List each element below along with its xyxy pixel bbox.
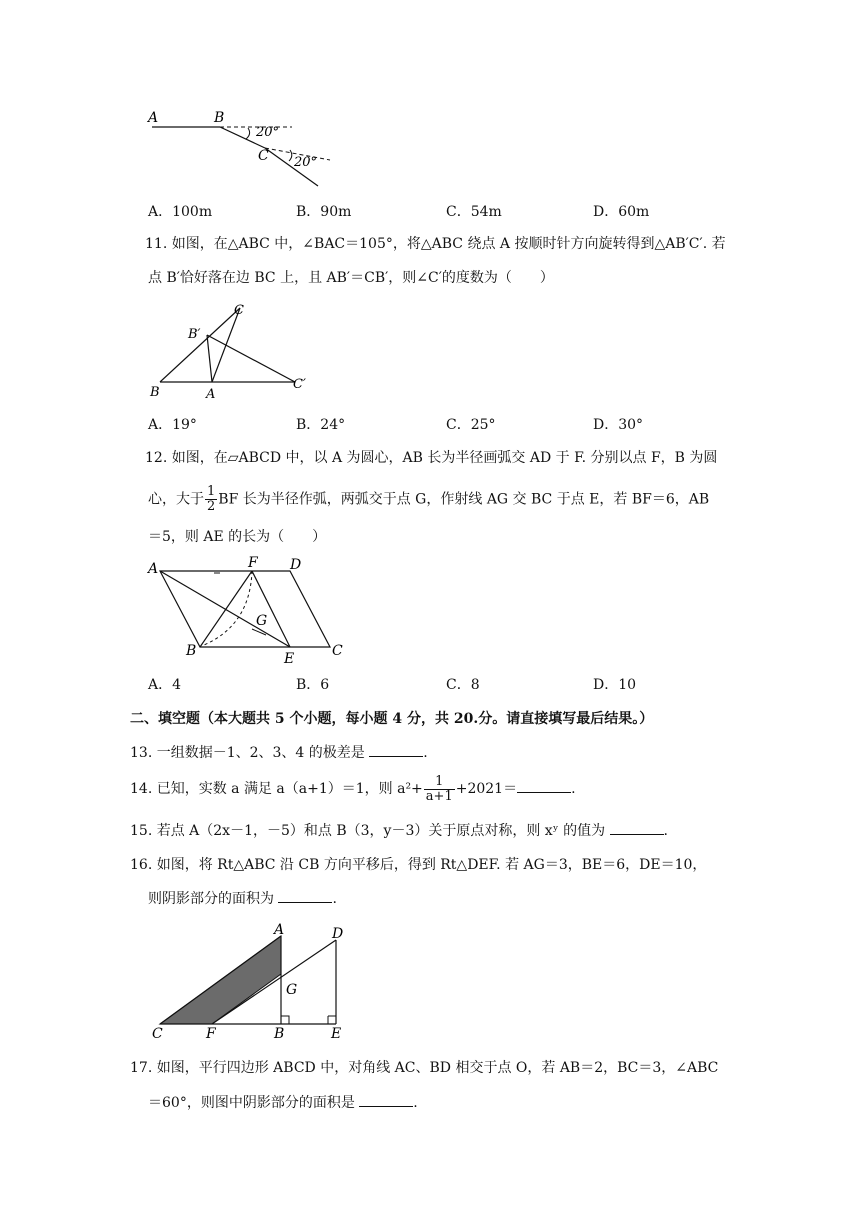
label-a: A xyxy=(274,922,285,938)
angle-label-1: 20° xyxy=(256,125,280,140)
q11-option-d: D．30° xyxy=(593,417,644,433)
q10-option-a: A．100m xyxy=(148,204,213,220)
angle-label-2: 20° xyxy=(294,155,318,170)
q12-text-a: 心，大于 xyxy=(148,491,204,508)
label-b-prime: B′ xyxy=(188,327,201,342)
label-d: D xyxy=(290,557,302,573)
label-e: E xyxy=(284,651,295,667)
answer-blank xyxy=(369,742,423,757)
answer-blank xyxy=(610,820,664,835)
figure-q11 xyxy=(140,298,320,402)
label-a: A xyxy=(148,110,159,126)
label-c: C xyxy=(234,303,244,318)
q12-text-b: BF 长为半径作弧，两弧交于点 G，作射线 AG 交 BC 于点 E，若 BF＝6，AB xyxy=(218,491,710,508)
label-f: F xyxy=(248,555,258,571)
label-c: C xyxy=(332,643,343,659)
q13: 13. 一组数据－1、2、3、4 的极差是 . xyxy=(130,742,428,763)
q10-option-d: D．60m xyxy=(593,204,650,220)
q10-option-b: B．90m xyxy=(296,204,352,220)
q11-option-b: B．24° xyxy=(296,417,346,433)
q11-line2: 点 B′恰好落在边 BC 上，且 AB′＝CB′，则∠C′的度数为（ ） xyxy=(148,270,554,286)
q15: 15. 若点 A（2x－1，－5）和点 B（3，y－3）关于原点对称，则 xʸ 的值为 . xyxy=(130,820,668,841)
q12-option-d: D．10 xyxy=(593,677,637,693)
figure-q10 xyxy=(140,104,340,189)
figure-q12 xyxy=(140,555,350,667)
section-heading: 二、填空题（本大题共 5 个小题，每小题 4 分，共 20.分。请直接填写最后结果。） xyxy=(130,711,654,727)
q12-line2 xyxy=(148,485,709,514)
label-b: B xyxy=(274,1026,285,1042)
answer-blank xyxy=(359,1092,413,1107)
label-b: B xyxy=(186,643,197,659)
q16-line1: 16. 如图，将 Rt△ABC 沿 CB 方向平移后，得到 Rt△DEF. 若 AG＝3，BE＝6，DE＝10， xyxy=(130,857,707,873)
answer-blank xyxy=(278,888,332,903)
q17-line2: ＝60°，则图中阴影部分的面积是 . xyxy=(148,1092,418,1113)
q11-line1: 11. 如图，在△ABC 中，∠BAC＝105°，将△ABC 绕点 A 按顺时针方向旋转得到△AB′C′. 若 xyxy=(145,236,726,252)
label-g: G xyxy=(256,613,268,629)
label-f: F xyxy=(206,1026,216,1042)
q12-line1: 12. 如图，在▱ABCD 中，以 A 为圆心，AB 长为半径画弧交 AD 于 F. 分别以点 F，B 为圆 xyxy=(145,450,718,466)
label-e: E xyxy=(331,1026,342,1042)
label-a: A xyxy=(206,387,216,402)
q11-option-a: A．19° xyxy=(148,417,197,433)
answer-blank xyxy=(517,778,571,793)
label-d: D xyxy=(332,926,344,942)
q16-line2: 则阴影部分的面积为 . xyxy=(148,888,337,909)
figure-q16 xyxy=(148,922,358,1042)
q14: 14. 已知，实数 a 满足 a（a+1）＝1，则 a²+ $\frac{1}{a+1}$ +2021＝ . xyxy=(130,773,576,804)
q12-option-b: B．6 xyxy=(296,677,330,693)
q12-line3: ＝5，则 AE 的长为（ ） xyxy=(148,529,327,545)
label-g: G xyxy=(286,982,298,998)
fraction: $\frac{1}{2}$ xyxy=(207,484,216,514)
label-a: A xyxy=(148,561,159,577)
label-c: C xyxy=(152,1026,163,1042)
q11-option-c: C．25° xyxy=(446,417,496,433)
q12-option-c: C．8 xyxy=(446,677,480,693)
q12-option-a: A．4 xyxy=(148,677,182,693)
label-b: B xyxy=(150,385,160,400)
label-b: B xyxy=(214,110,225,126)
label-c-prime: C′ xyxy=(293,377,306,392)
label-c: C xyxy=(258,148,269,164)
q17-line1: 17. 如图，平行四边形 ABCD 中，对角线 AC、BD 相交于点 O，若 AB＝2，BC＝3，∠ABC xyxy=(130,1060,719,1076)
q10-option-c: C．54m xyxy=(446,204,502,220)
fraction: $\frac{1}{a+1}$ xyxy=(425,773,453,804)
